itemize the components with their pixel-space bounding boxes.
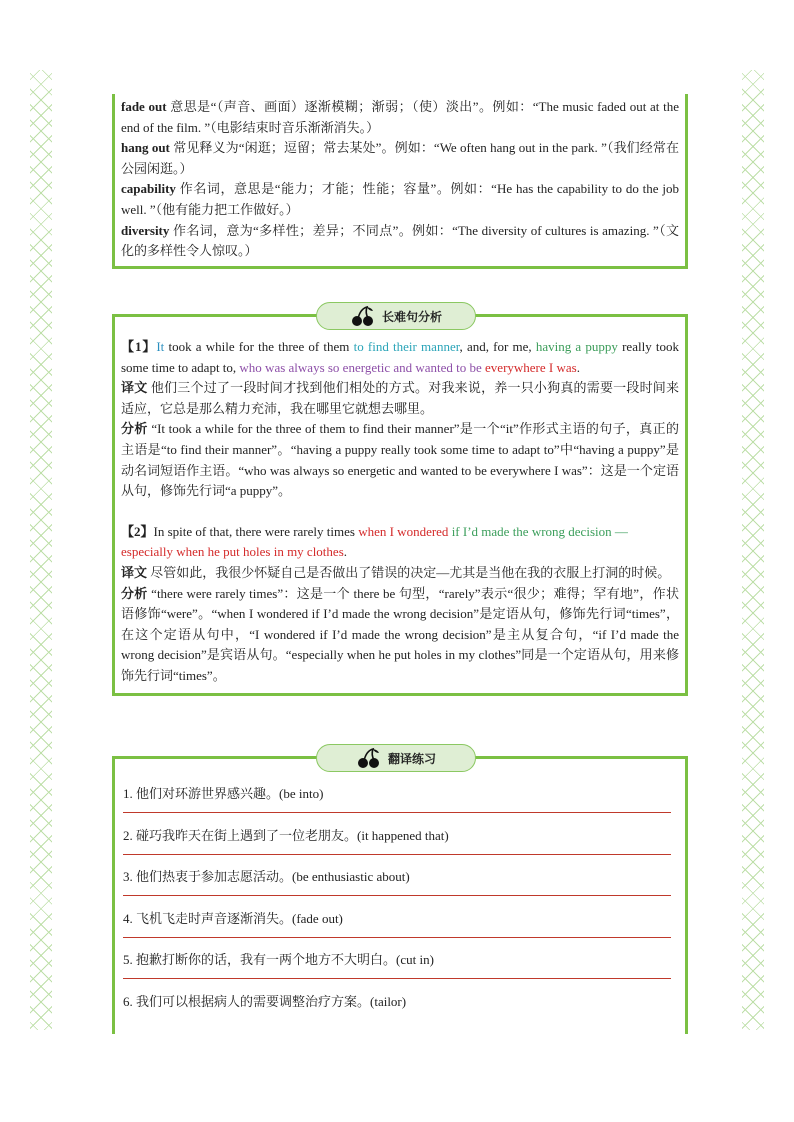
vocab-definition: 作名词，意思是“能力；才能；性能；容量”。例如：“He has the capability to do the job well. ”（他有能力把工作做好。） <box>121 181 679 217</box>
object-clause: if I’d made the wrong decision — <box>448 523 628 539</box>
vocab-item <box>121 179 679 220</box>
vocab-list <box>115 97 685 262</box>
analysis-section-header <box>316 302 476 330</box>
decorative-border-right <box>742 70 764 1030</box>
exercise-item <box>115 821 685 863</box>
translation-panel <box>112 756 688 1034</box>
exercise-item <box>115 945 685 987</box>
exercise-prompt: 3. 他们热衷于参加志愿活动。(be enthusiastic about) <box>123 869 410 885</box>
exercise-prompt: 2. 碰巧我昨天在街上遇到了一位老朋友。(it happened that) <box>123 827 449 843</box>
answer-line[interactable] <box>123 978 671 979</box>
translation-text: 尽管如此，我很少怀疑自己是否做出了错误的决定—尤其是当他在我的衣服上打洞的时候。 <box>150 564 671 580</box>
answer-line[interactable] <box>123 854 671 855</box>
vocab-term: diversity <box>121 222 170 238</box>
real-subject: to find their manner <box>353 339 460 354</box>
vocab-item <box>121 97 679 138</box>
sentence-text: . <box>576 359 580 375</box>
relative-clause: when I wondered <box>358 523 449 539</box>
gerund-subject: having a puppy <box>535 339 618 354</box>
analysis-panel <box>112 314 688 696</box>
sentence-2-original <box>121 522 679 563</box>
exercise-item <box>115 862 685 904</box>
vocab-definition: 作名词，意为“多样性；差异；不同点”。例如：“The diversity of cultures is amazing. ”（文化的多样性令人惊叹。） <box>121 222 679 259</box>
sentence-text: took a while for the three of them <box>164 339 354 354</box>
sentence-number: 【2】 <box>121 523 154 539</box>
analysis-text: “there were rarely times”：这是一个 there be 句型，“rarely”表示“很少；难得；罕有地”，作状语修饰“were”。“when I wondered if I’d made the wrong decision”是定语从句，修饰先行词“times”，在这个定语从句中，“I wondered if I’d made the wrong decision”是主从复合句，“if I’d made the wrong decision”是宾语从句。“especially when he put holes in my clothes”同是一个定语从句，用来修饰先行词“times”。 <box>121 585 679 683</box>
sentence-2 <box>115 522 685 687</box>
translation-text: 他们三个过了一段时间才找到他们相处的方式。对我来说，养一只小狗真的需要一段时间来适应，它总是那么精力充沛，我在哪里它就想去哪里。 <box>121 380 679 416</box>
sentence-text: In spite of that, there were rarely times <box>153 523 359 539</box>
sentence-1 <box>115 337 685 502</box>
sentence-2-translation <box>121 563 679 584</box>
decorative-border-left <box>30 70 52 1030</box>
exercise-prompt: 5. 抱歉打断你的话，我有一两个地方不大明白。(cut in) <box>123 952 434 968</box>
analysis-label: 分析 <box>121 421 148 437</box>
cherry-icon <box>356 747 382 769</box>
exercise-item <box>115 779 685 821</box>
analysis-text: “It took a while for the three of them to find their manner”是一个“it”作形式主语的句子，真正的主语是“to find their manner”。“having a puppy really took some time to adapt to”中“having a puppy”是动名词短语作主语。“who was always so energetic and wanted to be everywhere I was”：这是一个定语从句，修饰先行词“a puppy”。 <box>121 421 679 499</box>
translation-section-header <box>316 744 476 772</box>
vocab-definition: 常见释义为“闲逛；逗留；常去某处”。例如：“We often hang out in the park. ”（我们经常在公园闲逛。） <box>121 140 679 176</box>
vocab-term: fade out <box>121 99 167 114</box>
sentence-1-original <box>121 337 679 378</box>
vocab-item <box>121 221 679 262</box>
exercise-prompt: 4. 飞机飞走时声音逐渐消失。(fade out) <box>123 910 343 926</box>
translation-section-title: 翻译练习 <box>387 751 436 766</box>
translation-label: 译文 <box>121 564 148 580</box>
answer-line[interactable] <box>123 812 671 813</box>
vocab-term: capability <box>121 181 176 197</box>
translation-label: 译文 <box>121 380 148 396</box>
exercise-prompt: 1. 他们对环游世界感兴趣。(be into) <box>123 786 324 801</box>
sentence-text: really took some time to adapt to, <box>121 339 679 375</box>
vocab-item <box>121 138 679 179</box>
answer-line[interactable] <box>123 895 671 896</box>
sentence-number: 【1】 <box>121 339 157 354</box>
vocab-definition: 意思是“（声音、画面）逐渐模糊；渐弱；（使）淡出”。例如：“The music faded out at the end of the film. ”（电影结束时音乐渐渐消失。） <box>121 99 679 135</box>
analysis-label: 分析 <box>121 585 148 601</box>
sentence-2-analysis <box>121 584 679 687</box>
vocab-term: hang out <box>121 140 170 156</box>
exercise-list <box>115 779 685 1029</box>
sentence-text: . <box>343 544 348 560</box>
exercise-prompt: 6. 我们可以根据病人的需要调整治疗方案。(tailor) <box>123 993 407 1009</box>
sentence-1-analysis <box>121 419 679 501</box>
relative-clause-2: especially when he put holes in my clothes <box>121 544 344 560</box>
answer-line[interactable] <box>123 937 671 938</box>
cherry-icon <box>350 305 376 327</box>
relative-clause-end: everywhere I was <box>481 359 577 375</box>
vocab-panel <box>112 94 688 269</box>
exercise-item <box>115 987 685 1029</box>
sentence-text: , and, for me, <box>459 339 536 354</box>
formal-subject: It <box>156 339 165 354</box>
exercise-item <box>115 904 685 946</box>
relative-clause: who was always so energetic and wanted to be <box>239 359 482 375</box>
sentence-1-translation <box>121 378 679 419</box>
analysis-section-title: 长难句分析 <box>381 309 442 324</box>
